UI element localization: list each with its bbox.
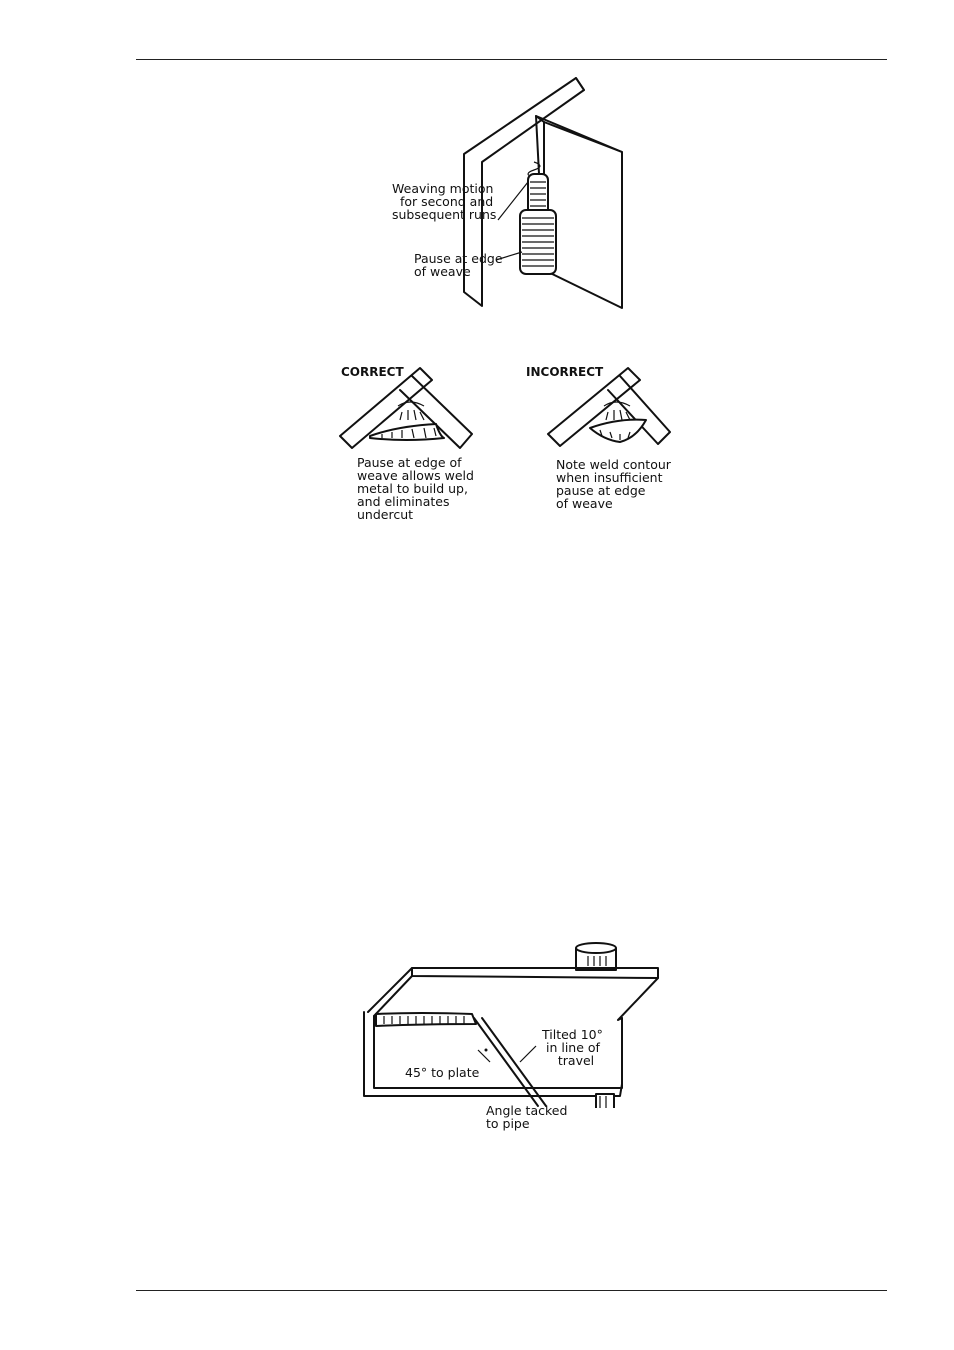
angle-tacked-drawing: [360, 938, 680, 1108]
footer-rule: [136, 1290, 887, 1291]
angle-tacked-figure: [360, 938, 680, 1138]
incorrect-heading: INCORRECT: [526, 365, 604, 379]
correct-weld-section: [336, 362, 496, 462]
pause-edge-label: Pause at edge of weave: [414, 251, 503, 279]
incorrect-weld-section: [520, 362, 700, 462]
incorrect-weld-figure: [520, 362, 700, 532]
incorrect-caption: Note weld contour when insufficient pause at edge of weave: [556, 457, 671, 511]
correct-caption: Pause at edge of weave allows weld metal to build up, and eliminates undercut: [357, 455, 474, 522]
vertical-fillet-weave-figure: [380, 70, 640, 320]
correct-weld-figure: [336, 362, 496, 532]
angle-45-label: 45° to plate: [405, 1065, 480, 1080]
header-rule: [136, 59, 887, 60]
weld-bead-stack: [520, 174, 556, 274]
weaving-motion-label: Weaving motion for second and subsequent runs: [392, 181, 497, 222]
correct-heading: CORRECT: [341, 365, 404, 379]
tilted-label: Tilted 10° in line of travel: [542, 1027, 603, 1068]
angle-tacked-label: Angle tacked to pipe: [486, 1103, 568, 1131]
